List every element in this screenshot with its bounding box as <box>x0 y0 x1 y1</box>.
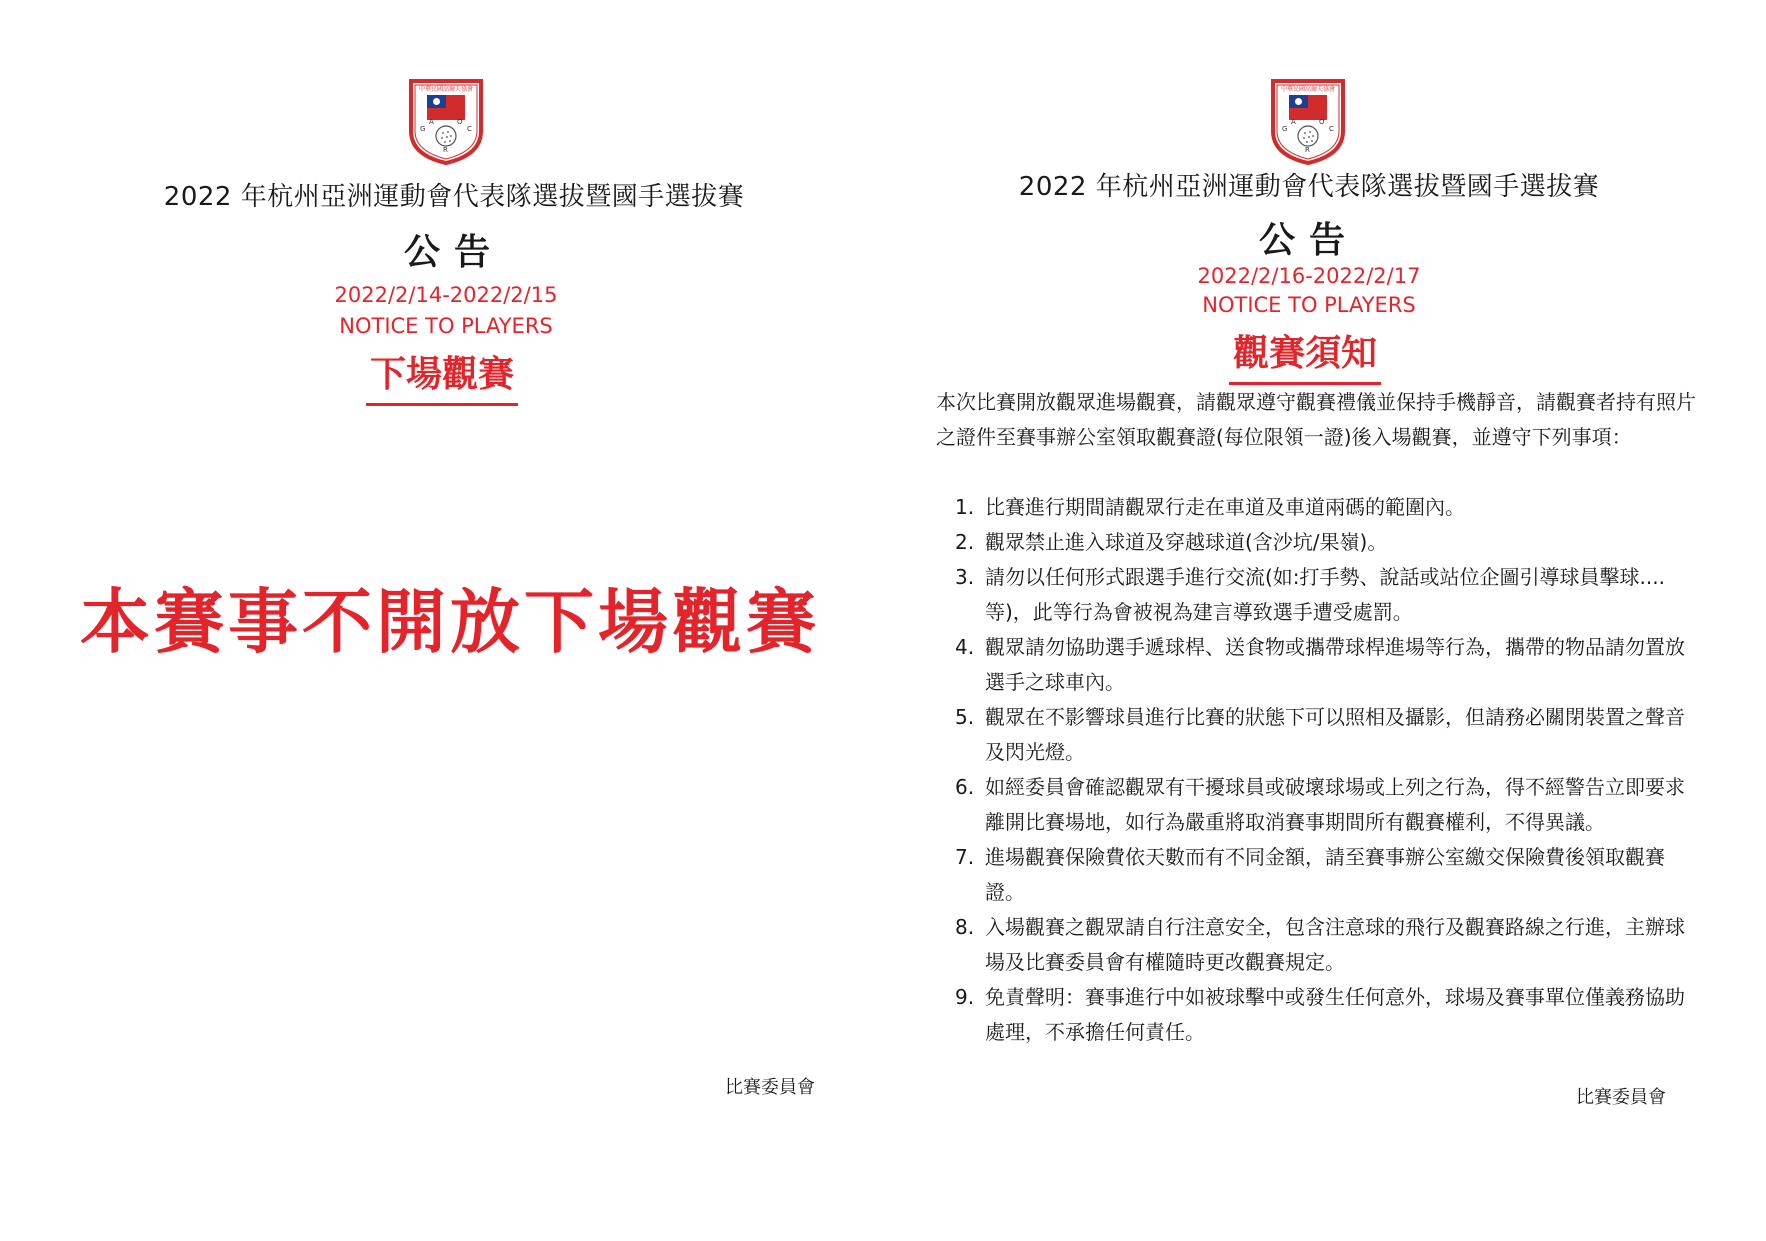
association-crest-icon <box>405 73 487 165</box>
association-logo <box>1267 73 1349 165</box>
right-notice-page <box>883 0 1766 1241</box>
main-message: 本賽事不開放下場觀賽 <box>80 581 820 663</box>
notice-to-players-label: NOTICE TO PLAYERS <box>1202 293 1416 317</box>
svg-text:G: G <box>1282 125 1288 133</box>
rule-number: 5. <box>955 705 975 729</box>
event-date: 2022/2/16-2022/2/17 <box>1197 264 1421 288</box>
committee-signature: 比賽委員會 <box>725 1077 815 1098</box>
svg-text:R: R <box>1305 146 1310 154</box>
svg-text:A: A <box>429 118 434 126</box>
rule-number: 9. <box>955 985 975 1009</box>
rule-item <box>955 770 1695 840</box>
intro-paragraph: 本次比賽開放觀眾進場觀賽，請觀眾遵守觀賽禮儀並保持手機靜音，請觀賽者持有照片之證件至賽事辦公室領取觀賽證(每位限領一證)後入場觀賽，並遵守下列事項： <box>936 390 1696 449</box>
svg-text:中華民國高爾夫協會: 中華民國高爾夫協會 <box>1280 86 1336 93</box>
rules-list <box>955 490 1695 1050</box>
rule-number: 6. <box>955 775 975 799</box>
rule-item <box>955 700 1695 770</box>
svg-text:O: O <box>457 118 463 126</box>
committee-signature: 比賽委員會 <box>1576 1087 1666 1108</box>
notice-heading: 公告 <box>1258 220 1359 261</box>
rule-text: 免責聲明：賽事進行中如被球擊中或發生任何意外，球場及賽事單位僅義務協助處理，不承擔任何責任。 <box>985 985 1685 1044</box>
rule-item <box>955 560 1695 630</box>
event-date: 2022/2/14-2022/2/15 <box>334 283 558 307</box>
association-logo <box>405 73 487 165</box>
rule-text: 比賽進行期間請觀眾行走在車道及車道兩碼的範圍內。 <box>985 495 1465 519</box>
svg-text:O: O <box>1319 118 1325 126</box>
rule-item <box>955 490 1695 525</box>
rule-text: 觀眾禁止進入球道及穿越球道(含沙坑/果嶺)。 <box>985 530 1388 554</box>
svg-text:A: A <box>1291 118 1296 126</box>
rule-number: 2. <box>955 530 975 554</box>
rule-number: 4. <box>955 635 975 659</box>
notice-heading: 公告 <box>403 232 504 273</box>
rule-text: 請勿以任何形式跟選手進行交流(如:打手勢、說話或站位企圖引導球員擊球....等)，此等行為會被視為建言導致選手遭受處罰。 <box>985 565 1665 624</box>
svg-text:中華民國高爾夫協會: 中華民國高爾夫協會 <box>418 86 474 93</box>
rule-number: 7. <box>955 845 975 869</box>
rule-item <box>955 525 1695 560</box>
association-crest-icon <box>1267 73 1349 165</box>
rule-text: 如經委員會確認觀眾有干擾球員或破壞球場或上列之行為，得不經警告立即要求離開比賽場地，如行為嚴重將取消賽事期間所有觀賽權利，不得異議。 <box>985 775 1685 834</box>
rule-item <box>955 840 1695 910</box>
notice-subject: 觀賽須知 <box>1229 325 1381 385</box>
svg-text:R: R <box>443 146 448 154</box>
rule-text: 入場觀賽之觀眾請自行注意安全，包含注意球的飛行及觀賽路線之行進，主辦球場及比賽委員會有權隨時更改觀賽規定。 <box>985 915 1685 974</box>
rule-item <box>955 630 1695 700</box>
rule-text: 觀眾在不影響球員進行比賽的狀態下可以照相及攝影，但請務必關閉裝置之聲音及閃光燈。 <box>985 705 1685 764</box>
rule-number: 1. <box>955 495 975 519</box>
rule-number: 3. <box>955 565 975 589</box>
svg-text:G: G <box>420 125 426 133</box>
rule-item <box>955 910 1695 980</box>
page-title: 2022 年杭州亞洲運動會代表隊選拔暨國手選拔賽 <box>1018 172 1600 202</box>
rule-text: 觀眾請勿協助選手遞球桿、送食物或攜帶球桿進場等行為，攜帶的物品請勿置放選手之球車內。 <box>985 635 1685 694</box>
notice-to-players-label: NOTICE TO PLAYERS <box>339 314 553 338</box>
page-title: 2022 年杭州亞洲運動會代表隊選拔暨國手選拔賽 <box>163 182 745 212</box>
rule-text: 進場觀賽保險費依天數而有不同金額，請至賽事辦公室繳交保險費後領取觀賽證。 <box>985 845 1665 904</box>
notice-subject: 下場觀賽 <box>366 346 518 406</box>
rule-number: 8. <box>955 915 975 939</box>
svg-text:C: C <box>467 125 472 133</box>
svg-text:C: C <box>1329 125 1334 133</box>
rule-item <box>955 980 1695 1050</box>
